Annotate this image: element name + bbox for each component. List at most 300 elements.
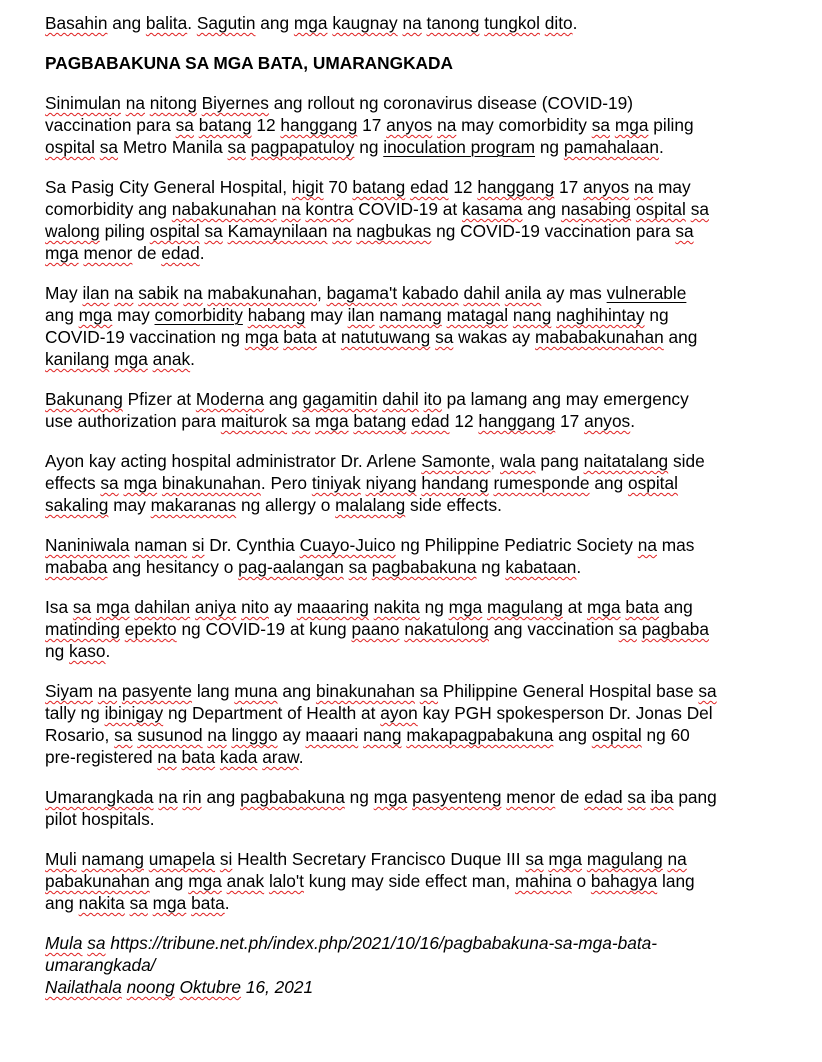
misspelled-word[interactable]: umapela: [148, 849, 216, 869]
misspelled-word[interactable]: si: [192, 535, 205, 555]
misspelled-word[interactable]: na: [281, 199, 301, 219]
misspelled-word[interactable]: Mula: [45, 933, 83, 953]
text-line: [45, 472, 797, 494]
misspelled-word[interactable]: dito: [544, 13, 573, 33]
text-run: ang: [149, 871, 189, 891]
misspelled-word[interactable]: na: [125, 93, 145, 113]
misspelled-word[interactable]: tiniyak: [311, 473, 361, 493]
misspelled-word[interactable]: mga: [614, 115, 649, 135]
misspelled-word[interactable]: pabakunahan: [45, 871, 150, 891]
text-run: mas: [656, 535, 695, 555]
misspelled-word[interactable]: na: [157, 747, 177, 767]
misspelled-word[interactable]: nasabing: [560, 199, 632, 219]
paragraph: [45, 92, 797, 158]
misspelled-word[interactable]: aniya: [194, 597, 237, 617]
text-run: .: [576, 557, 582, 577]
text-run: ng COVID-19 vaccination para: [431, 221, 676, 241]
text-run: Rosario,: [45, 725, 115, 745]
misspelled-word[interactable]: magulang: [586, 849, 663, 869]
misspelled-word[interactable]: susunod: [137, 725, 203, 745]
text-run: de: [132, 243, 162, 263]
text-run: .: [630, 411, 636, 431]
paragraph: [45, 282, 797, 370]
misspelled-word[interactable]: edad: [411, 411, 450, 431]
misspelled-word[interactable]: namang: [379, 305, 442, 325]
misspelled-word[interactable]: linggo: [231, 725, 278, 745]
misspelled-word[interactable]: rumesponde: [493, 473, 590, 493]
misspelled-word[interactable]: na: [114, 283, 134, 303]
misspelled-word[interactable]: batang: [353, 411, 407, 431]
text-run: ,: [316, 283, 327, 303]
misspelled-word[interactable]: makaranas: [150, 495, 237, 515]
text-run: at: [316, 327, 341, 347]
text-run: side effects.: [405, 495, 502, 515]
text-line: [45, 282, 797, 304]
misspelled-word[interactable]: edad: [410, 177, 449, 197]
misspelled-word[interactable]: mga: [45, 243, 79, 263]
text-run: ,: [490, 451, 501, 471]
misspelled-word[interactable]: pasyenteng: [412, 787, 502, 807]
text-run: 12: [448, 177, 478, 197]
misspelled-word[interactable]: Umarangkada: [45, 787, 154, 807]
misspelled-word[interactable]: sa: [227, 137, 246, 157]
misspelled-word[interactable]: bata: [283, 327, 317, 347]
misspelled-word[interactable]: sa: [618, 619, 637, 639]
text-run: ang: [45, 893, 79, 913]
text-run: pang: [535, 451, 584, 471]
misspelled-word[interactable]: epekto: [124, 619, 177, 639]
text-run: ng: [644, 305, 669, 325]
text-run: ng 60: [641, 725, 690, 745]
text-run: .: [187, 13, 197, 33]
misspelled-word[interactable]: dahilan: [134, 597, 191, 617]
text-line: [45, 640, 797, 662]
misspelled-word[interactable]: kontra: [305, 199, 354, 219]
misspelled-word[interactable]: maaaring: [296, 597, 369, 617]
text-line: [45, 494, 797, 516]
misspelled-word[interactable]: nitong: [149, 93, 197, 113]
misspelled-word[interactable]: mga: [548, 849, 583, 869]
paragraph: [45, 786, 797, 830]
misspelled-word[interactable]: ospital: [149, 221, 200, 241]
misspelled-word[interactable]: nakita: [78, 893, 125, 913]
misspelled-word[interactable]: binakunahan: [161, 473, 261, 493]
misspelled-word[interactable]: Sagutin: [196, 13, 256, 33]
misspelled-word[interactable]: maaari: [305, 725, 359, 745]
misspelled-word[interactable]: mga: [95, 597, 130, 617]
misspelled-word[interactable]: ito: [423, 389, 442, 409]
misspelled-word[interactable]: malalang: [335, 495, 406, 515]
text-line: [45, 410, 797, 432]
misspelled-word[interactable]: mga: [373, 787, 408, 807]
misspelled-word[interactable]: tanong: [426, 13, 480, 33]
misspelled-word[interactable]: araw: [262, 747, 299, 767]
misspelled-word[interactable]: Bakunang: [45, 389, 123, 409]
misspelled-word[interactable]: naghihintay: [556, 305, 645, 325]
text-run: Dr. Cynthia: [204, 535, 300, 555]
text-run: may comorbidity: [456, 115, 592, 135]
misspelled-word[interactable]: batang: [352, 177, 406, 197]
misspelled-word[interactable]: makapagpabakuna: [406, 725, 554, 745]
misspelled-word[interactable]: nagbukas: [356, 221, 432, 241]
misspelled-word[interactable]: lalo't: [268, 871, 304, 891]
misspelled-word[interactable]: batang: [198, 115, 252, 135]
paragraph: [45, 680, 797, 768]
misspelled-word[interactable]: edad: [161, 243, 200, 263]
misspelled-word[interactable]: sa: [348, 557, 367, 577]
misspelled-word[interactable]: niyang: [365, 473, 417, 493]
text-run: effects: [45, 473, 101, 493]
paragraph: [45, 596, 797, 662]
text-run: .: [199, 243, 205, 263]
text-run: wakas ay: [453, 327, 535, 347]
misspelled-word[interactable]: namang: [81, 849, 144, 869]
misspelled-word[interactable]: mga: [123, 473, 158, 493]
text-run: pilot hospitals.: [45, 809, 155, 829]
misspelled-word[interactable]: pagbabakuna: [371, 557, 477, 577]
text-run: use authorization para: [45, 411, 221, 431]
misspelled-word[interactable]: bagama't: [326, 283, 398, 303]
text-run: May: [45, 283, 83, 303]
text-run: ang: [522, 199, 561, 219]
text-line: [45, 176, 797, 198]
misspelled-word[interactable]: anyos: [583, 177, 630, 197]
misspelled-word[interactable]: hanggang: [478, 411, 556, 431]
text-run: ang: [45, 305, 79, 325]
misspelled-word[interactable]: na: [332, 221, 352, 241]
text-run: may: [112, 305, 155, 325]
misspelled-word[interactable]: Kamaynilaan: [227, 221, 328, 241]
text-run: ang: [107, 13, 146, 33]
text-run: ng Philippine Pediatric Society: [395, 535, 638, 555]
text-run: .: [190, 349, 195, 369]
text-run: kung may side effect man,: [303, 871, 515, 891]
misspelled-word[interactable]: sa: [204, 221, 223, 241]
misspelled-word[interactable]: na: [437, 115, 457, 135]
misspelled-word[interactable]: sakaling: [45, 495, 109, 515]
misspelled-word[interactable]: kaugnay: [332, 13, 398, 33]
misspelled-word[interactable]: binakunahan: [315, 681, 415, 701]
misspelled-word[interactable]: tungkol: [484, 13, 540, 33]
misspelled-word[interactable]: mababakunahan: [534, 327, 664, 347]
text-line: [45, 12, 797, 34]
misspelled-word[interactable]: mga: [314, 411, 349, 431]
misspelled-word[interactable]: walong: [45, 221, 100, 241]
misspelled-word[interactable]: Muli: [45, 849, 77, 869]
misspelled-word[interactable]: nito: [241, 597, 269, 617]
misspelled-word[interactable]: matagal: [446, 305, 509, 325]
misspelled-word[interactable]: kada: [219, 747, 258, 767]
misspelled-word[interactable]: wala: [500, 451, 536, 471]
misspelled-word[interactable]: sa: [175, 115, 194, 135]
text-line: [45, 92, 797, 114]
misspelled-word[interactable]: sa: [99, 137, 119, 157]
misspelled-word[interactable]: Naniniwala: [45, 535, 130, 555]
misspelled-word[interactable]: anyos: [584, 411, 631, 431]
misspelled-word[interactable]: ayon: [380, 703, 418, 723]
document-page[interactable]: [45, 12, 797, 1016]
misspelled-word[interactable]: kasama: [461, 199, 523, 219]
misspelled-word[interactable]: pamahalaan: [563, 137, 659, 157]
misspelled-word[interactable]: dahil: [382, 389, 419, 409]
misspelled-word[interactable]: nabakunahan: [171, 199, 277, 219]
misspelled-word[interactable]: maiturok: [220, 411, 288, 431]
paragraph: [45, 450, 797, 516]
text-run: tally ng: [45, 703, 105, 723]
misspelled-word[interactable]: habang: [247, 305, 306, 325]
misspelled-word[interactable]: pagpapatuloy: [250, 137, 355, 157]
misspelled-word[interactable]: sa: [435, 327, 454, 347]
text-run: Pfizer at: [122, 389, 196, 409]
text-run: .: [224, 893, 230, 913]
misspelled-word[interactable]: kanilang: [45, 349, 110, 369]
misspelled-word[interactable]: sabik: [138, 283, 179, 303]
text-line: [45, 618, 797, 640]
misspelled-word[interactable]: Oktubre: [179, 977, 242, 997]
misspelled-word[interactable]: sa: [291, 411, 311, 431]
misspelled-word[interactable]: kaso: [69, 641, 106, 661]
misspelled-word[interactable]: kabataan: [505, 557, 577, 577]
text-run: 17: [554, 177, 584, 197]
misspelled-word[interactable]: ospital: [45, 137, 95, 157]
text-run: may: [653, 177, 691, 197]
misspelled-word[interactable]: nakita: [373, 597, 420, 617]
text-run: ng COVID-19 at kung: [176, 619, 352, 639]
misspelled-word[interactable]: ospital: [635, 199, 686, 219]
text-run: 16, 2021: [241, 977, 314, 997]
text-run: ang hesitancy o: [107, 557, 239, 577]
text-line: [45, 724, 797, 746]
misspelled-word[interactable]: sa: [525, 849, 544, 869]
misspelled-word[interactable]: Samonte: [421, 451, 491, 471]
misspelled-word[interactable]: anak: [152, 349, 191, 369]
misspelled-word[interactable]: edad: [584, 787, 623, 807]
text-run: piling: [99, 221, 150, 241]
misspelled-word[interactable]: mga: [152, 893, 187, 913]
text-line: [45, 870, 797, 892]
text-line: [45, 450, 797, 472]
misspelled-word[interactable]: sa: [72, 597, 92, 617]
misspelled-word[interactable]: mga: [586, 597, 621, 617]
misspelled-word[interactable]: dahil: [463, 283, 500, 303]
text-run: umarangkada/: [45, 955, 156, 975]
text-run: comorbidity ang: [45, 199, 172, 219]
misspelled-word[interactable]: mabakunahan: [207, 283, 317, 303]
misspelled-word[interactable]: sa: [690, 199, 709, 219]
misspelled-word[interactable]: na: [667, 849, 687, 869]
text-run: Metro Manila: [118, 137, 228, 157]
text-run: ng: [45, 641, 70, 661]
text-run: .: [298, 747, 304, 767]
misspelled-word[interactable]: na: [183, 283, 203, 303]
text-run: ang: [277, 681, 316, 701]
misspelled-word[interactable]: nang: [363, 725, 402, 745]
misspelled-word[interactable]: kabado: [401, 283, 459, 303]
misspelled-word[interactable]: mga: [244, 327, 279, 347]
misspelled-word[interactable]: Sinimulan: [45, 93, 121, 113]
text-line: [45, 596, 797, 618]
paragraph: [45, 534, 797, 578]
text-run: lang: [192, 681, 235, 701]
misspelled-word[interactable]: mga: [293, 13, 328, 33]
text-run: Health Secretary Francisco Duque III: [232, 849, 526, 869]
misspelled-word[interactable]: ospital: [591, 725, 642, 745]
misspelled-word[interactable]: na: [637, 535, 657, 555]
misspelled-word[interactable]: ilan: [347, 305, 375, 325]
misspelled-word[interactable]: noong: [126, 977, 175, 997]
text-line: [45, 786, 797, 808]
text-run: ang vaccination: [488, 619, 619, 639]
text-run: ang: [264, 389, 303, 409]
misspelled-word[interactable]: anak: [226, 871, 265, 891]
text-line: [45, 892, 797, 914]
text-run: Philippine General Hospital base: [438, 681, 699, 701]
text-run: Ayon kay acting hospital administrator Dr. Arlene: [45, 451, 422, 471]
misspelled-word[interactable]: magulang: [487, 597, 563, 617]
misspelled-word[interactable]: gagamitin: [302, 389, 378, 409]
text-run: 17: [555, 411, 585, 431]
text-run: .: [572, 13, 578, 33]
misspelled-word[interactable]: na: [97, 681, 118, 701]
misspelled-word[interactable]: mga: [448, 597, 483, 617]
misspelled-word[interactable]: ilan: [82, 283, 110, 303]
misspelled-word[interactable]: bata: [625, 597, 660, 617]
misspelled-word[interactable]: Basahin: [45, 13, 108, 33]
text-run: ay: [268, 597, 297, 617]
misspelled-word[interactable]: sa: [419, 681, 439, 701]
text-run: . Pero: [260, 473, 312, 493]
misspelled-word[interactable]: sa: [87, 933, 106, 953]
text-run: 12: [251, 115, 281, 135]
underlined-term: vulnerable: [606, 283, 687, 303]
misspelled-word[interactable]: mahina: [514, 871, 572, 891]
misspelled-word[interactable]: sa: [114, 725, 133, 745]
misspelled-word[interactable]: hanggang: [477, 177, 555, 197]
text-run: may: [108, 495, 151, 515]
text-run: 12: [449, 411, 479, 431]
misspelled-word[interactable]: anyos: [386, 115, 433, 135]
misspelled-word[interactable]: bata: [191, 893, 225, 913]
misspelled-word[interactable]: higit: [291, 177, 324, 197]
misspelled-word[interactable]: sa: [698, 681, 717, 701]
misspelled-word[interactable]: Biyernes: [201, 93, 269, 113]
misspelled-word[interactable]: pasyente: [121, 681, 193, 701]
text-run: PAGBABAKUNA SA MGA BATA, UMARANGKADA: [45, 53, 453, 73]
misspelled-word[interactable]: natutuwang: [340, 327, 431, 347]
text-run: 70: [323, 177, 353, 197]
text-run: ng Department of Health at: [163, 703, 381, 723]
text-run: COVID-19 at: [353, 199, 462, 219]
text-run: https://tribune.net.ph/index.php/2021/10/16/pagbabakuna-sa-mga-bata-: [105, 933, 658, 953]
text-run: ang: [589, 473, 628, 493]
text-run: COVID-19 vaccination ng: [45, 327, 245, 347]
misspelled-word[interactable]: mababa: [45, 557, 108, 577]
misspelled-word[interactable]: na: [158, 787, 178, 807]
misspelled-word[interactable]: mga: [78, 305, 113, 325]
paragraph: [45, 12, 797, 34]
misspelled-word[interactable]: rin: [182, 787, 202, 807]
misspelled-word[interactable]: pagbabakuna: [240, 787, 345, 807]
text-line: [45, 220, 797, 242]
misspelled-word[interactable]: menor: [506, 787, 556, 807]
text-line: [45, 680, 797, 702]
misspelled-word[interactable]: pagbaba: [641, 619, 709, 639]
misspelled-word[interactable]: ibinigay: [104, 703, 164, 723]
misspelled-word[interactable]: nang: [512, 305, 552, 325]
misspelled-word[interactable]: na: [207, 725, 227, 745]
misspelled-word[interactable]: anila: [504, 283, 542, 303]
misspelled-word[interactable]: bata: [181, 747, 216, 767]
misspelled-word[interactable]: Moderna: [195, 389, 265, 409]
text-run: Sa Pasig City General Hospital,: [45, 177, 292, 197]
text-run: 17: [357, 115, 387, 135]
misspelled-word[interactable]: si: [219, 849, 233, 869]
text-line: [45, 746, 797, 768]
text-run: pre-registered: [45, 747, 158, 767]
text-run: pang: [673, 787, 717, 807]
text-line: [45, 388, 797, 410]
misspelled-word[interactable]: muna: [234, 681, 278, 701]
text-line: [45, 976, 797, 998]
misspelled-word[interactable]: Cuayo-Juico: [299, 535, 396, 555]
misspelled-word[interactable]: mga: [188, 871, 222, 891]
misspelled-word[interactable]: iba: [650, 787, 674, 807]
misspelled-word[interactable]: sa: [129, 893, 148, 913]
text-run: Isa: [45, 597, 73, 617]
misspelled-word[interactable]: na: [634, 177, 654, 197]
text-run: piling: [648, 115, 694, 135]
source-citation: [45, 932, 797, 998]
text-run: ng: [354, 137, 384, 157]
misspelled-word[interactable]: naitatalang: [583, 451, 669, 471]
text-line: [45, 136, 797, 158]
misspelled-word[interactable]: na: [402, 13, 422, 33]
paragraph: [45, 388, 797, 432]
misspelled-word[interactable]: nakatulong: [404, 619, 489, 639]
misspelled-word[interactable]: matinding: [45, 619, 120, 639]
misspelled-word[interactable]: paano: [351, 619, 400, 639]
misspelled-word[interactable]: sa: [627, 787, 646, 807]
misspelled-word[interactable]: menor: [83, 243, 133, 263]
text-run: ng allergy o: [236, 495, 336, 515]
text-run: ay mas: [541, 283, 607, 303]
text-run: ang: [663, 327, 698, 347]
text-run: at: [562, 597, 587, 617]
paragraph: [45, 176, 797, 264]
misspelled-word[interactable]: Nailathala: [45, 977, 122, 997]
text-run: .: [105, 641, 111, 661]
text-run: ang: [255, 13, 294, 33]
text-run: ng: [535, 137, 564, 157]
misspelled-word[interactable]: sa: [591, 115, 610, 135]
misspelled-word[interactable]: ospital: [627, 473, 678, 493]
misspelled-word[interactable]: naman: [134, 535, 188, 555]
misspelled-word[interactable]: sa: [100, 473, 119, 493]
text-line: [45, 808, 797, 830]
text-line: [45, 954, 797, 976]
misspelled-word[interactable]: handang: [421, 473, 489, 493]
misspelled-word[interactable]: hanggang: [280, 115, 358, 135]
misspelled-word[interactable]: Siyam: [45, 681, 94, 701]
misspelled-word[interactable]: sa: [675, 221, 694, 241]
text-run: lang: [657, 871, 695, 891]
text-run: ang: [659, 597, 693, 617]
misspelled-word[interactable]: pag-aalangan: [238, 557, 344, 577]
misspelled-word[interactable]: mga: [114, 349, 148, 369]
misspelled-word[interactable]: balita: [145, 13, 188, 33]
underlined-term: inoculation program: [383, 137, 536, 157]
misspelled-word[interactable]: bahagya: [590, 871, 658, 891]
